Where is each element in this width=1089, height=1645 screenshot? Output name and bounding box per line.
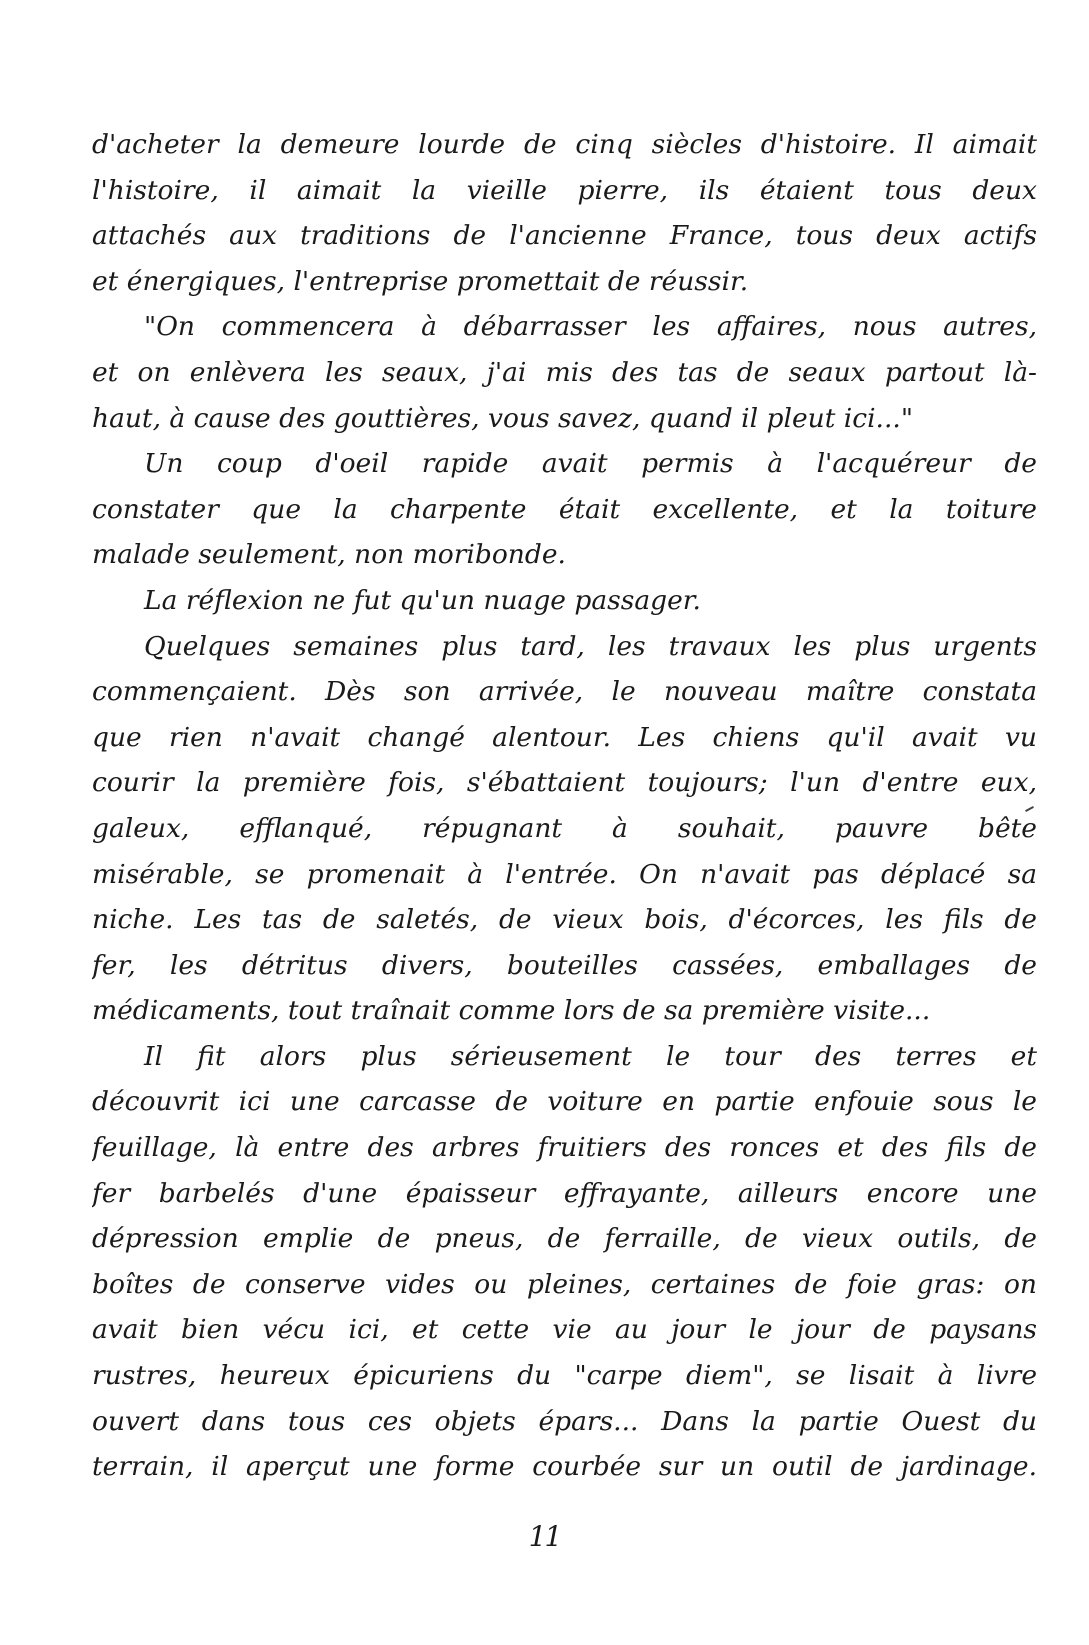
text-line: constater que la charpente était excellente, et la toiture bbox=[92, 493, 1037, 525]
text-line: l'histoire, il aimait la vieille pierre, ils étaient tous deux bbox=[92, 174, 1037, 206]
text-line: attachés aux traditions de l'ancienne France, tous deux actifs bbox=[92, 220, 1037, 252]
text-line: terrain, il aperçut une forme courbée sur un outil de jardinage. bbox=[92, 1451, 1037, 1483]
text-line: courir la première fois, s'ébattaient toujours; l'un d'entre eux, bbox=[92, 767, 1037, 799]
text-line: La réflexion ne fut qu'un nuage passager. bbox=[144, 584, 701, 616]
text-line: malade seulement, non moribonde. bbox=[92, 539, 566, 571]
body-text bbox=[92, 122, 1037, 1490]
text-line: Il fit alors plus sérieusement le tour des terres et bbox=[144, 1040, 1037, 1072]
text-line: ouvert dans tous ces objets épars... Dans la partie Ouest du bbox=[92, 1405, 1037, 1437]
text-line: boîtes de conserve vides ou pleines, certaines de foie gras: on bbox=[92, 1268, 1037, 1300]
text-line: d'acheter la demeure lourde de cinq siècles d'histoire. Il aimait bbox=[92, 129, 1037, 160]
text-line: rustres, heureux épicuriens du "carpe diem", se lisait à livre bbox=[92, 1360, 1037, 1392]
text-line: que rien n'avait changé alentour. Les chiens qu'il avait vu bbox=[92, 721, 1037, 753]
text-line: galeux, efflanqué, répugnant à souhait, pauvre bête bbox=[92, 812, 1037, 844]
text-line: misérable, se promenait à l'entrée. On n'avait pas déplacé sa bbox=[92, 858, 1037, 890]
text-line: niche. Les tas de saletés, de vieux bois, d'écorces, les fils de bbox=[92, 904, 1037, 936]
text-line: haut, à cause des gouttières, vous savez, quand il pleut ici..." bbox=[92, 402, 914, 434]
text-line: médicaments, tout traînait comme lors de sa première visite... bbox=[92, 995, 931, 1027]
text-line: commençaient. Dès son arrivée, le nouveau maître constata bbox=[92, 676, 1037, 708]
text-line: et on enlèvera les seaux, j'ai mis des tas de seaux partout là- bbox=[92, 356, 1037, 388]
text-line: Quelques semaines plus tard, les travaux les plus urgents bbox=[144, 630, 1037, 662]
text-line: dépression emplie de pneus, de ferraille, de vieux outils, de bbox=[92, 1223, 1037, 1255]
text-line: avait bien vécu ici, et cette vie au jour le jour de paysans bbox=[92, 1314, 1037, 1346]
text-line: et énergiques, l'entreprise promettait de réussir. bbox=[92, 265, 749, 297]
text-line: découvrit ici une carcasse de voiture en partie enfouie sous le bbox=[92, 1086, 1037, 1118]
text-line: fer barbelés d'une épaisseur effrayante, ailleurs encore une bbox=[92, 1177, 1037, 1209]
text-line: "On commencera à débarrasser les affaires, nous autres, bbox=[144, 311, 1037, 343]
text-line: fer, les détritus divers, bouteilles cassées, emballages de bbox=[92, 949, 1037, 981]
text-line: feuillage, là entre des arbres fruitiers des ronces et des fils de bbox=[92, 1132, 1037, 1164]
text-line: Un coup d'oeil rapide avait permis à l'acquéreur de bbox=[144, 448, 1037, 480]
page-number: 11 bbox=[528, 1520, 561, 1553]
